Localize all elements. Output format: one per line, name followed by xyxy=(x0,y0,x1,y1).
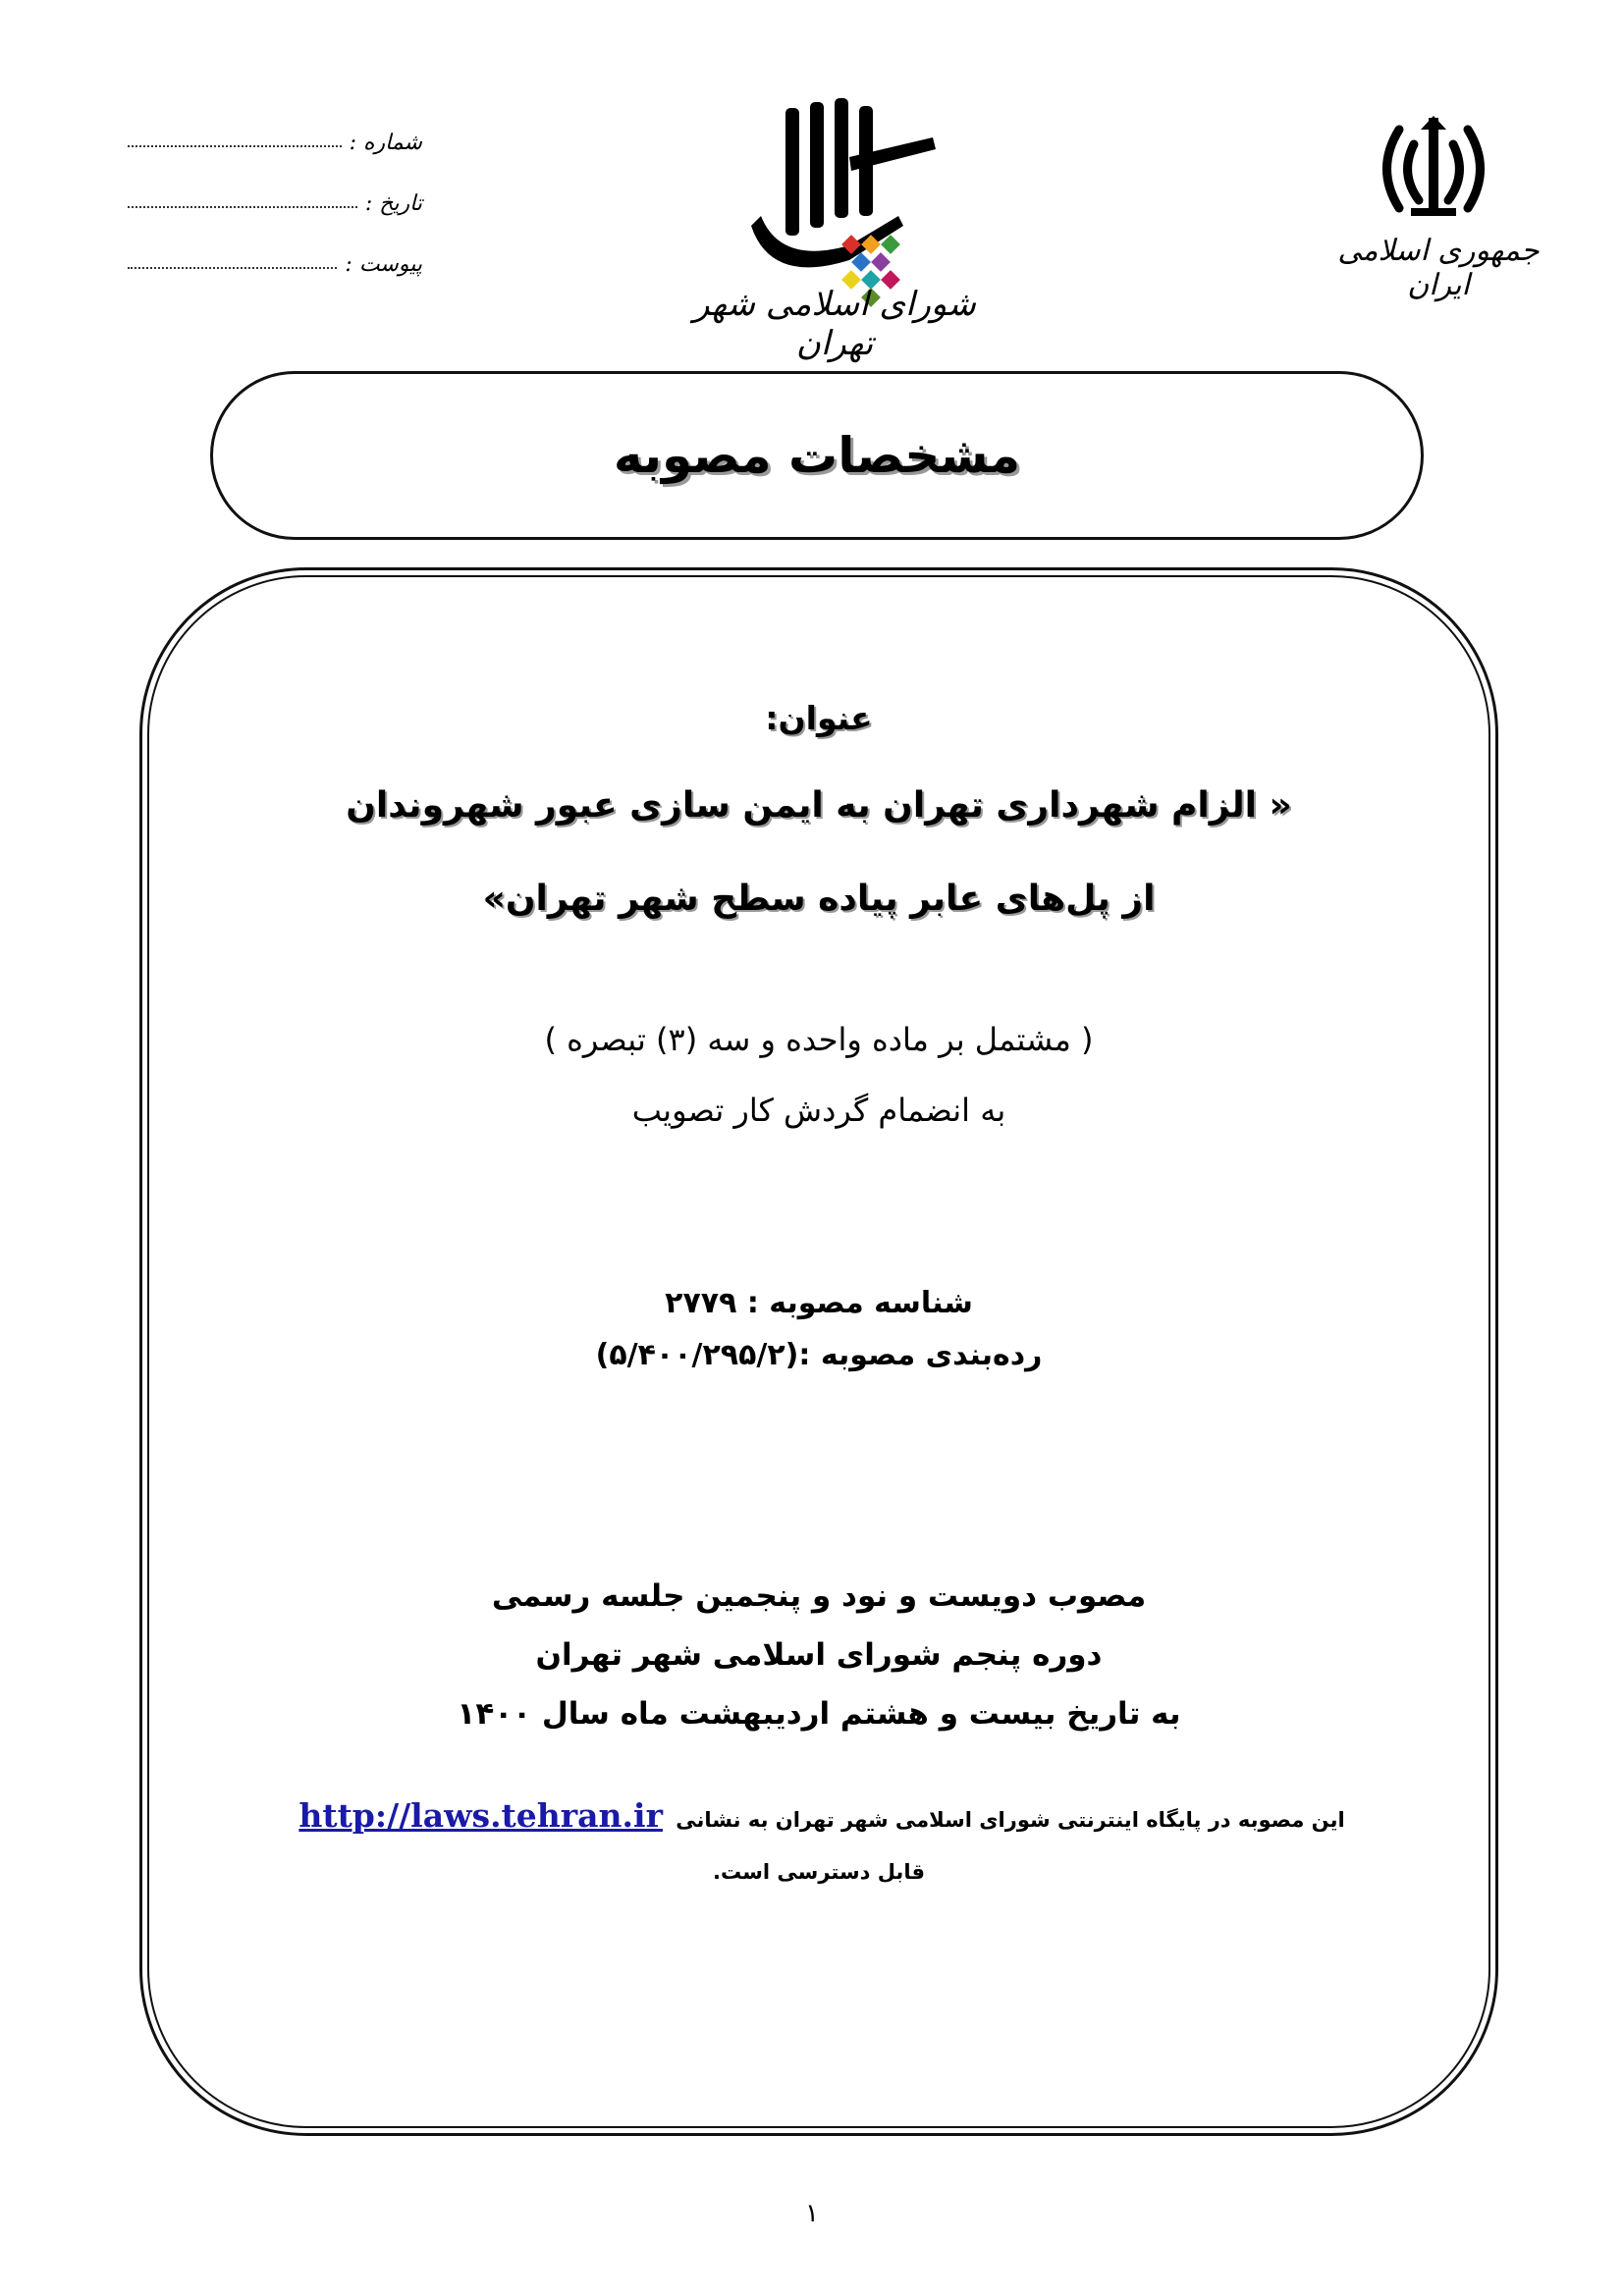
session-line-3: به تاریخ بیست و هشتم اردیبهشت ماه سال ۱۴۰۰ xyxy=(457,1696,1181,1732)
resolution-id: شناسه مصوبه : ۲۷۷۹ xyxy=(665,1286,973,1320)
page-number: ۱ xyxy=(805,2199,819,2228)
website-notice-prefix: این مصوبه در پایگاه اینترنتی شورای اسلامی شهر تهران به نشانی xyxy=(676,1808,1345,1832)
reference-date-field xyxy=(128,187,422,216)
reference-number-field xyxy=(128,126,422,155)
subject-line-2: از پل‌های عابر پیاده سطح شهر تهران» xyxy=(482,879,1156,919)
description-line-2: به انضمام گردش کار تصویب xyxy=(631,1092,1006,1129)
subject-line-1: « الزام شهرداری تهران به ایمن سازی عبور شهروندان xyxy=(346,785,1292,826)
iran-emblem-caption: جمهوری اسلامی ایران xyxy=(1337,234,1540,302)
document-title: مشخصات مصوبه xyxy=(613,427,1021,484)
session-line-2: دوره پنجم شورای اسلامی شهر تهران xyxy=(535,1637,1103,1673)
subject-label: عنوان: xyxy=(765,699,873,737)
description-line-1: ( مشتمل بر ماده واحده و سه (۳) تبصره ) xyxy=(544,1021,1094,1058)
city-council-name: شورای اسلامی شهر تهران xyxy=(693,285,976,363)
reference-number-dots xyxy=(128,145,342,147)
reference-number-label: شماره : xyxy=(349,131,422,155)
website-notice-suffix: قابل دسترسی است. xyxy=(713,1860,925,1884)
reference-attachment-field xyxy=(128,247,422,277)
reference-attachment-dots xyxy=(128,267,337,269)
reference-date-label: تاریخ : xyxy=(364,191,422,216)
laws-website-link[interactable]: http://laws.tehran.ir xyxy=(298,1796,663,1835)
reference-date-dots xyxy=(128,206,357,208)
title-banner xyxy=(210,371,1424,540)
reference-attachment-label: پیوست : xyxy=(345,252,422,277)
website-notice xyxy=(196,1796,1441,1835)
iran-emblem-icon xyxy=(1370,110,1497,228)
session-line-1: مصوب دویست و نود و پنجمین جلسه رسمی xyxy=(491,1578,1147,1614)
resolution-classification: رده‌بندی مصوبه :(۵/۴۰۰/۲۹۵/۲) xyxy=(595,1338,1043,1372)
